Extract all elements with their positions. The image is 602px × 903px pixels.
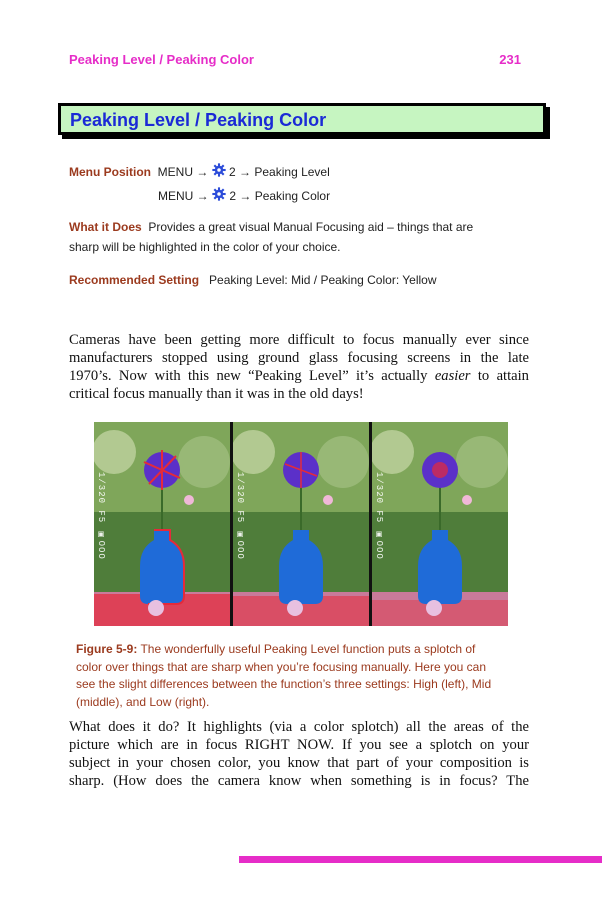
recommended-setting-line xyxy=(69,273,437,287)
camera-overlay-text: 1/320 F5 ▣OOO xyxy=(96,472,106,560)
menu-prefix-2: MENU → xyxy=(158,189,209,203)
p2-line: subject in your chosen color, you know that part of your composition is xyxy=(69,755,529,771)
paragraph-2 xyxy=(69,718,529,790)
section-title: Peaking Level / Peaking Color xyxy=(70,110,327,130)
running-header xyxy=(69,52,521,70)
camera-overlay-text: 1/320 F5 ▣OOO xyxy=(235,472,245,560)
menu-position-line-2 xyxy=(158,187,330,203)
paragraph-1 xyxy=(69,331,529,403)
photo-panel-mid xyxy=(233,422,369,626)
caption-line: see the slight differences between the function’s three settings: High (left), Mid xyxy=(76,677,492,691)
p1-line xyxy=(69,367,529,385)
p1-emphasis: easier xyxy=(434,368,471,384)
menu-prefix-1: MENU → xyxy=(157,165,209,179)
caption-text-1: The wonderfully useful Peaking Level function puts a splotch of xyxy=(137,642,476,656)
header-title: Peaking Level / Peaking Color xyxy=(69,52,254,67)
p1-line: critical focus manually than it was in the old days! xyxy=(69,386,364,402)
photo-panel-low xyxy=(372,422,508,626)
recommended-text: Peaking Level: Mid / Peaking Color: Yellow xyxy=(209,273,437,287)
section-title-box xyxy=(58,103,546,135)
p2-line: What does it do? It highlights (via a color splotch) all the areas of the xyxy=(69,719,529,735)
p1-line: manufacturers stopped using ground glass focusing screens in the late xyxy=(69,350,529,366)
menu-position-line-1 xyxy=(69,163,330,179)
footer-accent-bar xyxy=(239,856,602,863)
caption-line: color over things that are sharp when you’re focusing manually. Here you can xyxy=(76,659,486,674)
p2-line: sharp. (How does the camera know when something is in focus? The xyxy=(69,773,529,789)
camera-overlay-text: 1/320 F5 ▣OOO xyxy=(374,472,384,560)
caption-line xyxy=(76,641,532,659)
photo-high xyxy=(94,422,230,626)
caption-line: (middle), and Low (right). xyxy=(76,694,210,709)
what-it-does-line-1 xyxy=(69,220,473,234)
p2-line: picture which are in focus RIGHT NOW. If you see a splotch on your xyxy=(69,737,529,753)
what-it-does-label: What it Does xyxy=(69,220,142,234)
what-it-does-text-1: Provides a great visual Manual Focusing aid – things that are xyxy=(148,220,474,234)
menu-suffix-1: 2 → Peaking Level xyxy=(229,165,330,179)
photo-mid xyxy=(233,422,369,626)
p1-line-3a: 1970’s. Now with this new “Peaking Level” it’s actually xyxy=(69,368,435,384)
page-number: 231 xyxy=(499,52,521,67)
what-it-does-text-2: sharp will be highlighted in the color of your choice. xyxy=(69,240,341,254)
menu-position-label: Menu Position xyxy=(69,165,151,179)
peaking-comparison-photos xyxy=(94,422,508,626)
menu-suffix-2: 2 → Peaking Color xyxy=(229,189,331,203)
recommended-label: Recommended Setting xyxy=(69,273,200,287)
photo-panel-high xyxy=(94,422,230,626)
gear-icon xyxy=(212,187,226,201)
photo-low xyxy=(372,422,508,626)
p1-line-3b: to attain xyxy=(470,368,529,384)
caption-label: Figure 5-9: xyxy=(76,642,138,656)
gear-icon xyxy=(212,163,226,177)
p1-line: Cameras have been getting more difficult to focus manually ever since xyxy=(69,332,529,348)
figure-caption xyxy=(76,641,532,711)
